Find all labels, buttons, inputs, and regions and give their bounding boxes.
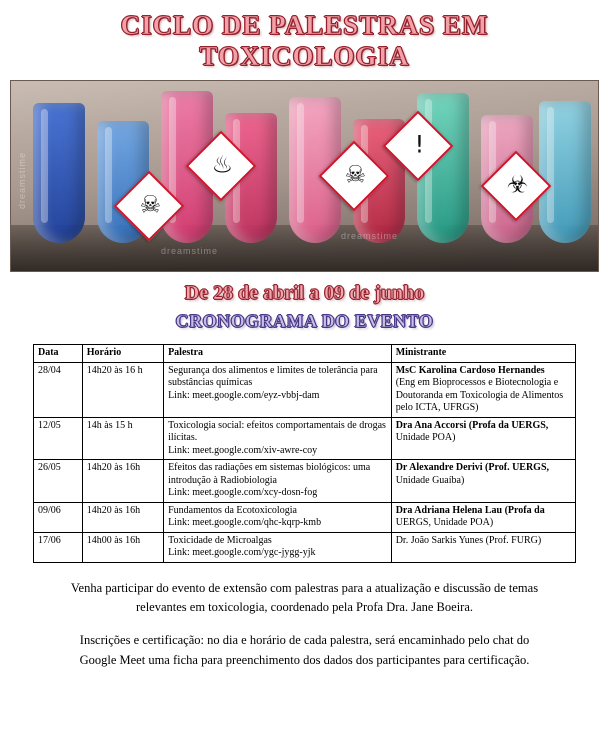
lecture-title: Fundamentos da Ecotoxicologia	[168, 504, 297, 516]
lecturer-name: Dr. João Sarkis Yunes (Prof. FURG)	[395, 534, 542, 546]
table-row	[34, 460, 576, 503]
lecturer-name: Dra Adriana Helena Lau (Profa da	[395, 504, 545, 516]
lecture-title: Segurança dos alimentos e limites de tolerância para substâncias químicas	[168, 364, 378, 389]
schedule-heading: CRONOGRAMA DO EVENTO	[175, 311, 434, 332]
cell-data: 12/05	[34, 417, 83, 460]
banner-image	[10, 80, 599, 272]
cell-horario: 14h00 às 16h	[82, 532, 163, 562]
column-header-palestra: Palestra	[164, 345, 392, 363]
cell-ministrante	[391, 460, 575, 503]
lecture-link[interactable]: Link: meet.google.com/xiv-awre-coy	[168, 444, 318, 456]
lecture-link[interactable]: Link: meet.google.com/xcy-dosn-fog	[168, 487, 318, 499]
page-title	[0, 0, 609, 72]
column-header-horario: Horário	[82, 345, 163, 363]
cell-ministrante	[391, 532, 575, 562]
table-row	[34, 502, 576, 532]
date-range-heading: De 28 de abril a 09 de junho	[184, 282, 425, 305]
lecturer-description: Unidade POA)	[395, 432, 456, 444]
column-header-ministrante: Ministrante	[391, 345, 575, 363]
schedule-table-wrapper	[33, 344, 576, 563]
footer-paragraph-1: Venha participar do evento de extensão com palestras para a atualização e discussão de temas relevantes em toxicologia, coordenado pela Profa Dra. Jane Boeira.	[70, 580, 539, 614]
exclamation-mark-icon: !	[383, 111, 454, 182]
table-row	[34, 362, 576, 417]
lecture-link[interactable]: Link: meet.google.com/qhc-kqrp-kmb	[168, 517, 322, 529]
table-header-row	[34, 345, 576, 363]
cell-palestra	[164, 460, 392, 503]
table-row	[34, 417, 576, 460]
skull-icon: ☠	[319, 141, 390, 212]
lecturer-name: Dr Alexandre Derivi (Prof. UERGS,	[395, 462, 550, 474]
title-line-1: CICLO DE PALESTRAS EM	[120, 10, 489, 40]
health-hazard-icon: ☣	[481, 151, 552, 222]
cell-data: 28/04	[34, 362, 83, 417]
cell-horario: 14h20 às 16h	[82, 502, 163, 532]
cell-palestra	[164, 502, 392, 532]
watermark-text: dreamstime	[341, 231, 399, 242]
cell-ministrante	[391, 502, 575, 532]
lecturer-name: MsC Karolina Cardoso Hernandes	[395, 364, 545, 376]
lecturer-description: Unidade Guaíba)	[395, 474, 465, 486]
lecture-link[interactable]: Link: meet.google.com/eyz-vbbj-dam	[168, 389, 320, 401]
footer-text	[60, 579, 549, 671]
cell-palestra	[164, 532, 392, 562]
lecturer-name: Dra Ana Accorsi (Profa da UERGS,	[395, 419, 549, 431]
footer-paragraph-2: Inscrições e certificação: no dia e horário de cada palestra, será encaminhado pelo chat do Google Meet uma ficha para preenchimento dos dados dos participantes para certificação.	[79, 633, 530, 667]
test-tube	[539, 101, 591, 243]
cell-horario: 14h20 às 16 h	[82, 362, 163, 417]
flame-over-circle-icon: ♨	[186, 131, 257, 202]
cell-palestra	[164, 417, 392, 460]
lecture-title: Efeitos das radiações em sistemas biológicos: uma introdução à Radiobiologia	[168, 462, 371, 486]
test-tube	[33, 103, 85, 243]
schedule-table	[33, 344, 576, 563]
column-header-data: Data	[34, 345, 83, 363]
lecture-link[interactable]: Link: meet.google.com/ygc-jygg-yjk	[168, 547, 316, 559]
cell-data: 17/06	[34, 532, 83, 562]
cell-data: 09/06	[34, 502, 83, 532]
table-row	[34, 532, 576, 562]
lecturer-description: UERGS, Unidade POA)	[395, 517, 494, 529]
cell-palestra	[164, 362, 392, 417]
skull-and-crossbones-icon: ☠	[114, 171, 185, 242]
watermark-text: dreamstime	[161, 246, 219, 257]
lecture-title: Toxicidade de Microalgas	[168, 534, 272, 546]
lecture-title: Toxicologia social: efeitos comportamentais de drogas ilícitas.	[168, 419, 386, 444]
cell-ministrante	[391, 362, 575, 417]
cell-horario: 14h20 às 16h	[82, 460, 163, 503]
watermark-text: dreamstime	[17, 152, 27, 210]
cell-data: 26/05	[34, 460, 83, 503]
cell-horario: 14h às 15 h	[82, 417, 163, 460]
title-line-2: TOXICOLOGIA	[199, 41, 410, 72]
lecturer-description: (Eng em Bioprocessos e Biotecnologia e Doutoranda em Toxicologia de Alimentos pelo ICTA, UFRGS)	[395, 377, 564, 414]
cell-ministrante	[391, 417, 575, 460]
